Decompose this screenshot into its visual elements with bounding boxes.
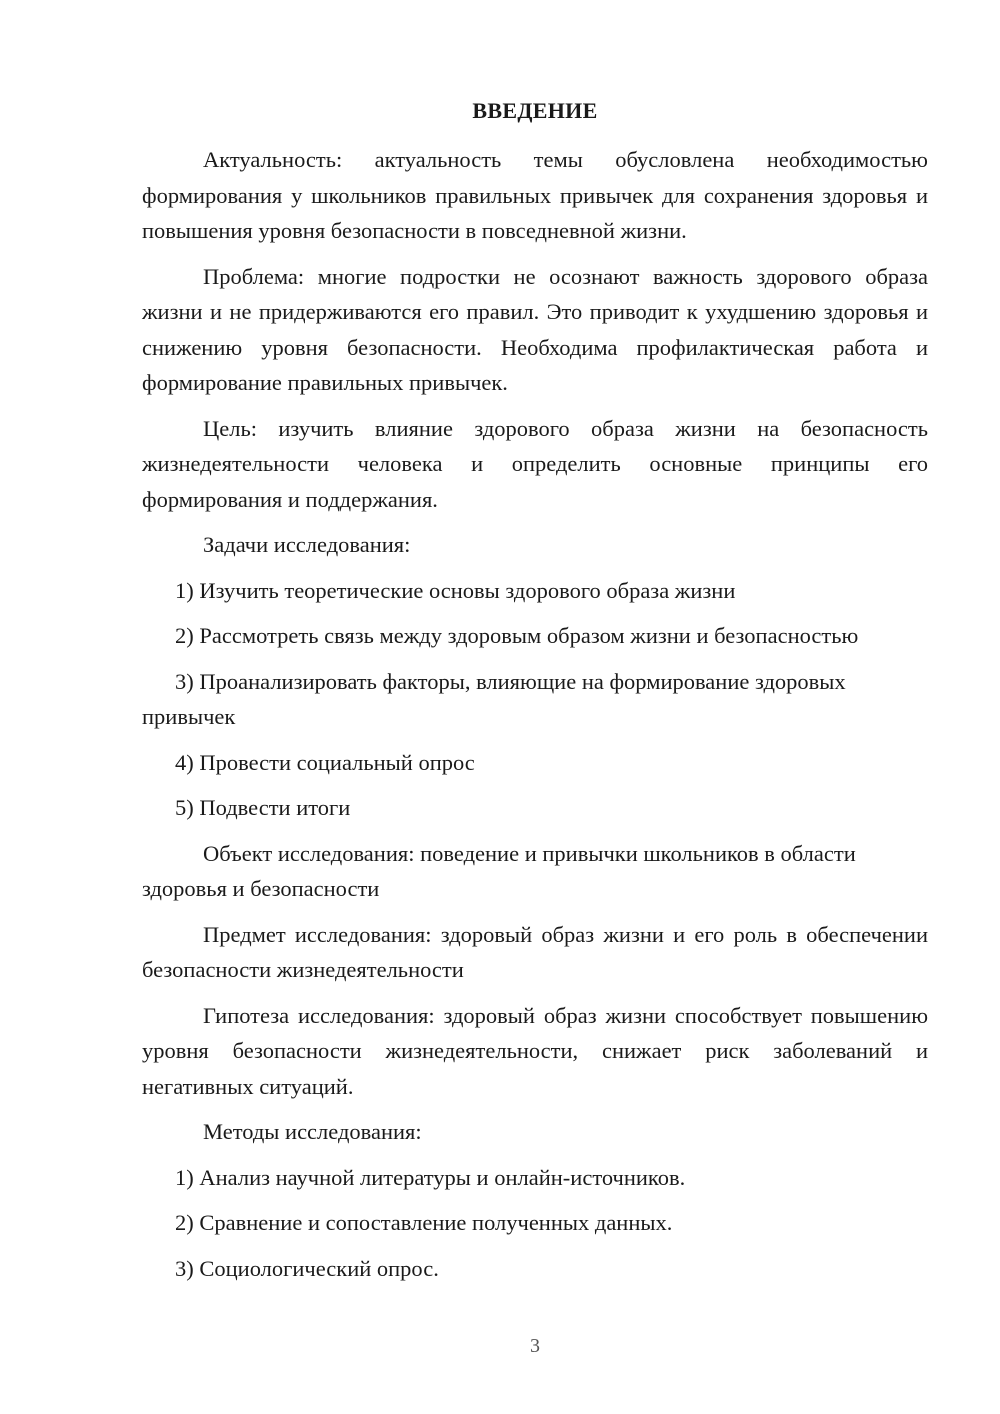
hypothesis-paragraph: Гипотеза исследования: здоровый образ жизни способствует повышению уровня безопасности жизнедеятельности, снижает риск заболеваний и негативных ситуаций. — [142, 1002, 928, 1099]
method-item: 1) Анализ научной литературы и онлайн-источников. — [175, 1164, 686, 1190]
goal-paragraph: Цель: изучить влияние здорового образа жизни на безопасность жизнедеятельности человека и определить основные принципы его формирования и поддержания. — [142, 415, 928, 512]
tasks-heading: Задачи исследования: — [203, 532, 411, 557]
relevance-paragraph: Актуальность: актуальность темы обусловлена необходимостью формирования у школьников правильных привычек для сохранения здоровья и повышения уровня безопасности в повседневной жизни. — [142, 147, 928, 243]
task-item: 5) Подвести итоги — [175, 795, 351, 820]
task-item: 4) Провести социальный опрос — [175, 749, 475, 775]
task-item: 3) Проанализировать факторы, влияющие на формирование здоровых привычек — [142, 668, 846, 729]
document-body — [142, 142, 928, 1296]
task-item: 1) Изучить теоретические основы здорового образа жизни — [175, 577, 736, 603]
page-title: ВВЕДЕНИЕ — [472, 98, 598, 123]
method-item: 2) Сравнение и сопоставление полученных данных. — [175, 1210, 673, 1235]
method-item: 3) Социологический опрос. — [175, 1255, 439, 1281]
task-item: 2) Рассмотреть связь между здоровым образом жизни и безопасностью — [175, 623, 859, 648]
object-paragraph: Объект исследования: поведение и привычки школьников в области здоровья и безопасности — [142, 840, 856, 901]
methods-heading: Методы исследования: — [203, 1119, 422, 1144]
subject-paragraph: Предмет исследования: здоровый образ жизни и его роль в обеспечении безопасности жизнедеятельности — [142, 921, 928, 982]
document-page — [142, 0, 928, 1414]
problem-paragraph: Проблема: многие подростки не осознают важность здорового образа жизни и не придерживаются его правил. Это приводит к ухудшению здоровья и снижению уровня безопасности. Необходима профилактическая работа и формирование правильных привычек. — [142, 263, 928, 395]
page-number: 3 — [530, 1335, 540, 1357]
